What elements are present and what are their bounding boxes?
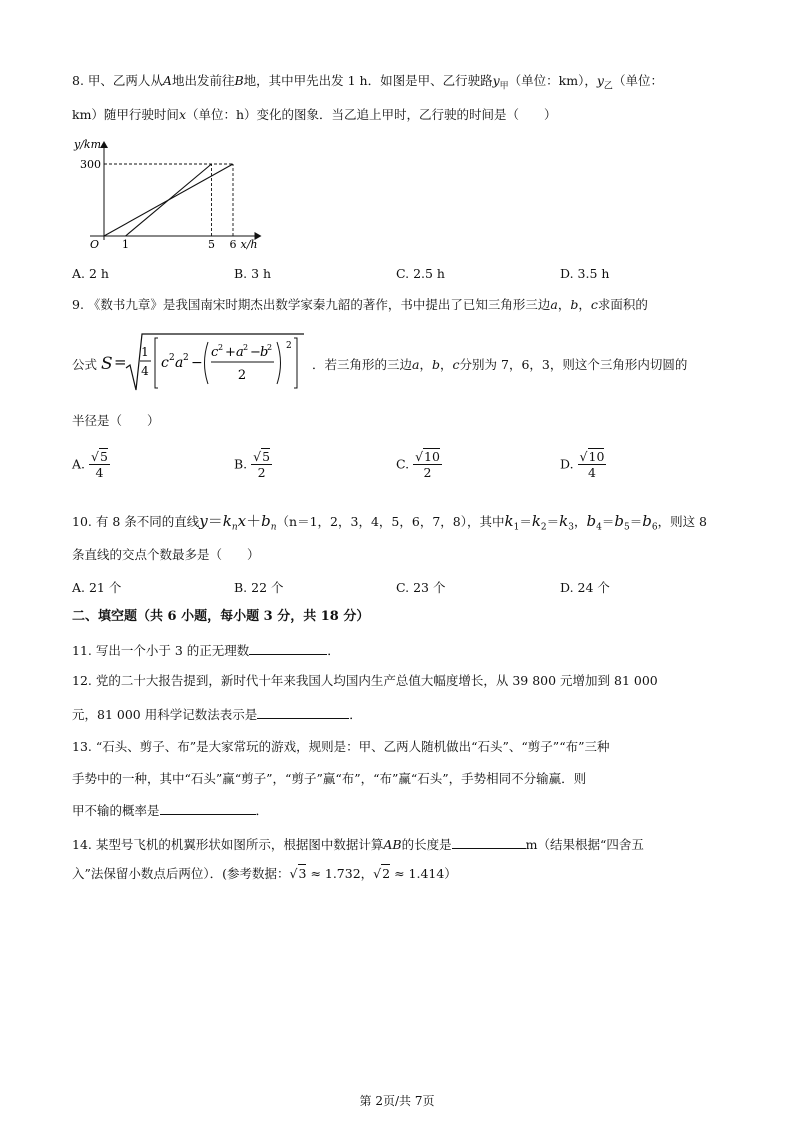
q10-line1: 10. 有 8 条不同的直线$y=k_nx+b_n(n=1$，2，3，4，5，6，7，8），其中$k_1=k_2=k_3$，$b_4=b_5=b_6$，则这 8 — [72, 512, 708, 533]
page-footer: 第 2页/共 7页 — [359, 1094, 435, 1108]
q8-line1 — [72, 72, 663, 96]
series-line-乙 — [126, 164, 212, 236]
answer-blank[interactable] — [452, 834, 526, 849]
svg-text:−: − — [250, 345, 261, 360]
q10-text: （n＝1，2，3，4，5，6，7，8），其中 — [276, 514, 505, 529]
svg-text:c: c — [161, 355, 169, 371]
q12-line1: 12. 党的二十大报告提到，新时代十年来我国人均国内生产总值大幅度增长，从 39 800 元增加到 81 000 — [72, 673, 658, 688]
svg-text:2: 2 — [218, 343, 224, 352]
q10-option-d[interactable]: D. 24 个 — [560, 580, 610, 595]
q12-line2 — [72, 704, 362, 724]
q8-option-b[interactable]: B. 3 h — [234, 266, 272, 281]
q8-text: 8. 甲、乙两人从 — [72, 73, 163, 88]
q14-line2: 入”法保留小数点后两位）．(参考数据：√3 ≈ 1.732，√2 ≈ 1.414） — [72, 866, 457, 881]
denominator: 4 — [95, 465, 104, 480]
radicand: 3 — [298, 866, 307, 881]
svg-text:=: = — [114, 353, 127, 371]
q9-text: 9. 《数书九章》是我国南宋时期杰出数学家秦九韶的著作，书中提出了已知三角形三边 — [72, 297, 551, 312]
q8-option-d[interactable]: D. 3.5 h — [560, 266, 610, 281]
q11-text: 11. 写出一个小于 3 的正无理数 — [72, 643, 250, 658]
q9-line3: 半径是（ ） — [72, 413, 160, 428]
q8-text: （单位：km）， — [508, 73, 597, 88]
q10-option-b[interactable]: B. 22 个 — [234, 580, 284, 595]
q9-comma: ， — [440, 357, 453, 372]
answer-blank[interactable] — [257, 704, 349, 719]
y-tick-label: 300 — [80, 158, 101, 171]
fraction: $\frac{√10}{4}$ — [579, 449, 605, 480]
q11 — [72, 640, 340, 660]
q8-text: （单位： — [612, 73, 663, 88]
svg-text:2: 2 — [183, 353, 189, 363]
q9-text: 求面积的 — [597, 297, 648, 312]
approx-value: ≈ 1.732， — [310, 866, 374, 881]
q14-text: m（结果根据“四舍五 — [525, 837, 644, 852]
q9-formula-prefix: 公式 — [72, 357, 98, 372]
answer-blank[interactable] — [160, 800, 256, 815]
var-b: b — [570, 297, 579, 312]
var-y-jia: y — [492, 73, 500, 88]
q13-text: 甲不输的概率是 — [72, 803, 160, 818]
denominator: 2 — [423, 465, 432, 480]
q8-text: 地出发前往 — [171, 73, 235, 88]
sub-jia: 甲 — [499, 81, 509, 92]
q14-line1 — [72, 834, 644, 854]
svg-text:1: 1 — [141, 345, 149, 359]
var-b: b — [431, 357, 440, 372]
x-tick-label: 5 — [208, 238, 215, 251]
x-tick-label: 1 — [122, 238, 129, 251]
var-a: a — [550, 297, 558, 312]
svg-text:2: 2 — [169, 353, 175, 363]
svg-text:a: a — [236, 345, 244, 360]
y-axis-label: y/km — [74, 138, 102, 151]
var-x: x — [178, 107, 186, 122]
denominator: 2 — [257, 465, 266, 480]
svg-text:2: 2 — [267, 343, 273, 352]
fraction: $\frac{√10}{2}$ — [415, 449, 440, 480]
q10-text: 10. 有 8 条不同的直线 — [72, 514, 200, 529]
section-heading: 二、填空题（共 6 小题，每小题 3 分，共 18 分） — [72, 609, 370, 624]
option-label: C. — [396, 456, 410, 472]
q13-line1: 13. “石头、剪子、布”是大家常玩的游戏，规则是：甲、乙两人随机做出“石头”、“剪子”“布”三种 — [72, 739, 610, 754]
q9-option-b[interactable] — [234, 448, 272, 480]
q10-option-c[interactable]: C. 23 个 — [396, 580, 446, 595]
q13-line2: 手势中的一种，其中“石头”赢“剪子”，“剪子”赢“布”，“布”赢“石头”，手势相同不分输赢．则 — [72, 771, 587, 786]
svg-text:c: c — [211, 345, 219, 360]
q9-option-c[interactable] — [396, 448, 442, 480]
q9-line1 — [72, 296, 648, 314]
option-label: B. — [234, 456, 248, 472]
sub-yi: 乙 — [603, 81, 613, 92]
q9-comma: ， — [557, 297, 571, 312]
q12-text: 元，81 000 用科学记数法表示是 — [72, 707, 258, 722]
q9-text: 分别为 7，6，3，则这个三角形内切圆的 — [459, 357, 688, 372]
q9-comma: ， — [578, 297, 591, 312]
svg-text:b: b — [260, 345, 269, 360]
q8-chart — [70, 136, 290, 254]
radicand: 2 — [382, 866, 391, 881]
radicand: 10 — [424, 449, 440, 464]
q8-line2 — [72, 106, 557, 124]
segment-ab: AB — [383, 837, 402, 852]
var-a: a — [412, 357, 420, 372]
radicand: 5 — [99, 449, 108, 464]
q8-text: （单位：h）变化的图象．当乙追上甲时，乙行驶的时间是（ ） — [186, 107, 557, 122]
q9-line2 — [312, 356, 687, 374]
svg-text:2: 2 — [243, 343, 249, 352]
q13-end: ． — [255, 803, 269, 818]
svg-text:a: a — [175, 355, 184, 371]
q9-comma: ， — [419, 357, 432, 372]
point-b: B — [234, 73, 244, 88]
svg-text:4: 4 — [141, 364, 149, 378]
option-label: D. — [560, 456, 574, 472]
option-label: A. — [72, 456, 86, 472]
q10-text: ，则这 8 — [657, 514, 708, 529]
q8-option-c[interactable]: C. 2.5 h — [396, 266, 445, 281]
answer-blank[interactable] — [249, 640, 327, 655]
point-a: A — [162, 73, 172, 88]
q8-text: 地，其中甲先出发 1 h．如图是甲、乙行驶路 — [243, 73, 493, 88]
svg-text:2: 2 — [237, 368, 247, 383]
var-s: S — [101, 354, 113, 374]
fraction: $\frac{√5}{2}$ — [253, 449, 271, 480]
var-y-yi: y — [596, 73, 604, 88]
q10-option-a[interactable]: A. 21 个 — [72, 580, 122, 595]
q11-end: ． — [327, 643, 340, 658]
q13-line3 — [72, 800, 268, 820]
q9-text: ．若三角形的三边 — [312, 357, 413, 372]
x-axis-label: x/h — [240, 238, 258, 251]
q8-option-a[interactable]: A. 2 h — [72, 266, 109, 281]
var-c: c — [590, 297, 598, 312]
x-tick-label: 6 — [229, 238, 237, 251]
var-c: c — [452, 357, 460, 372]
denominator: 4 — [588, 465, 596, 480]
q14-text: 的长度是 — [401, 837, 452, 852]
q9-option-d[interactable] — [560, 448, 606, 480]
heron-formula — [112, 330, 308, 396]
fraction: $\frac{√5}{4}$ — [91, 449, 108, 480]
line-equation: y — [199, 512, 208, 530]
radicand: 10 — [588, 449, 605, 464]
q12-end: ． — [349, 707, 362, 722]
origin-label: O — [89, 238, 99, 251]
svg-text:−: − — [191, 355, 203, 371]
q14-text: 14. 某型号飞机的机翼形状如图所示，根据图中数据计算 — [72, 837, 384, 852]
q10-line2: 条直线的交点个数最多是（ ） — [72, 547, 260, 562]
svg-text:+: + — [225, 345, 236, 360]
q14-text: 入”法保留小数点后两位）．(参考数据： — [72, 866, 290, 881]
radicand: 5 — [262, 449, 271, 464]
svg-text:2: 2 — [286, 341, 292, 351]
q8-text: km）随甲行驶时间 — [72, 107, 179, 122]
q9-option-a[interactable] — [72, 448, 110, 480]
approx-value: ≈ 1.414） — [394, 866, 457, 881]
